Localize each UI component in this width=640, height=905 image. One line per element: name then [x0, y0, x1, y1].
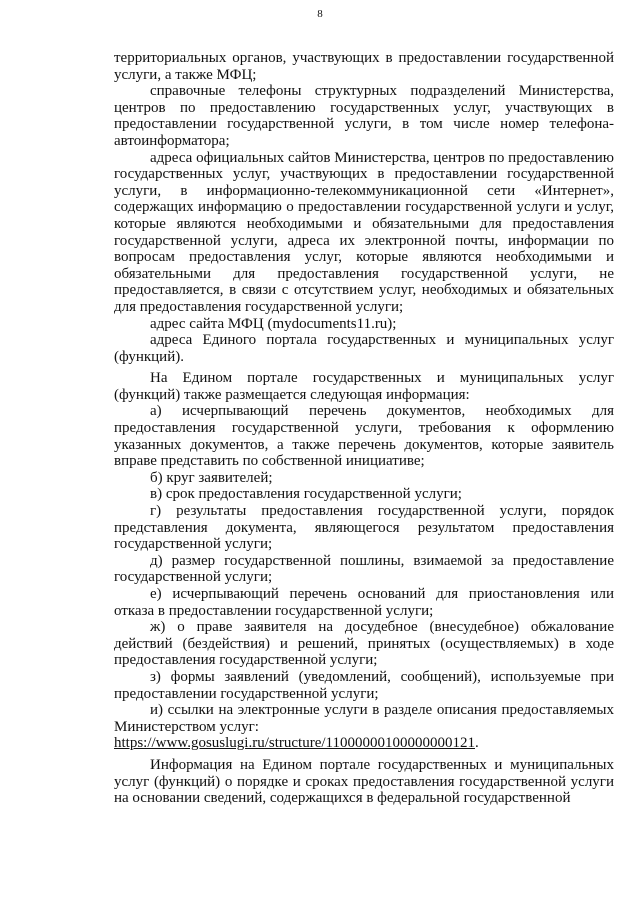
- list-item-e: е) исчерпывающий перечень оснований для приостановления или отказа в предоставлении государственной услуги;: [114, 586, 614, 619]
- paragraph-portal-info-intro: На Едином портале государственных и муниципальных услуг (функций) также размещается следующая информация:: [114, 370, 614, 403]
- page-number: 8: [317, 8, 323, 20]
- list-item-i: и) ссылки на электронные услуги в разделе описания предоставляемых Министерством услуг:: [114, 702, 614, 735]
- list-item-a: а) исчерпывающий перечень документов, необходимых для предоставления государственной услуги, требования к оформлению указанных документов, а также перечень документов, которые заявитель вправе представить по собственной инициативе;: [114, 403, 614, 470]
- list-item-d: д) размер государственной пошлины, взимаемой за предоставление государственной услуги;: [114, 552, 614, 586]
- paragraph-mfc-site: адрес сайта МФЦ (mydocuments11.ru);: [150, 315, 397, 332]
- link-line: [114, 735, 614, 752]
- list-item-z: з) формы заявлений (уведомлений, сообщений), используемые при предоставлении государственной услуги;: [114, 668, 614, 702]
- list-item-v: в) срок предоставления государственной услуги;: [150, 486, 462, 503]
- document-body: [114, 50, 614, 807]
- paragraph-reference-phones: справочные телефоны структурных подразделений Министерства, центров по предоставлению государственных услуг, участвующих в предоставлении государственной услуги, в том числе номер телефона-автоинформатора;: [114, 83, 614, 149]
- link-suffix: .: [474, 735, 479, 752]
- list-item-g: г) результаты предоставления государственной услуги, порядок представления документа, являющегося результатом предоставления государственной услуги;: [114, 503, 614, 553]
- gosuslugi-link[interactable]: https://www.gosuslugi.ru/structure/11000000100000000121: [114, 735, 475, 752]
- paragraph-territorial-organs: территориальных органов, участвующих в предоставлении государственной услуги, а также МФЦ;: [114, 50, 614, 83]
- list-item-zh: ж) о праве заявителя на досудебное (внесудебное) обжалование действий (бездействия) и решений, принятых (осуществляемых) в ходе предоставления государственной услуги;: [114, 619, 614, 669]
- list-item-b: б) круг заявителей;: [150, 469, 273, 486]
- paragraph-unified-portal-addresses: адреса Единого портала государственных и муниципальных услуг (функций).: [114, 332, 614, 365]
- paragraph-portal-information: Информация на Едином портале государственных и муниципальных услуг (функций) о порядке и сроках предоставления государственной услуги на основании сведений, содержащихся в федеральной государственной: [114, 756, 614, 807]
- paragraph-official-sites: адреса официальных сайтов Министерства, центров по предоставлению государственных услуг, участвующих в предоставлении государственной услуги, в информационно-телекоммуникационной сети «Интернет», содержащих информацию о предоставлении государственной услуги и услуг, которые являются необходимыми и обязательными для предоставления государственной услуги, адреса их электронной почты, информации по вопросам предоставления услуг, которые являются необходимыми и обязательными для предоставления государственной услуги, не предоставляется, в связи с отсутствием услуг, необходимых и обязательных для предоставления государственной услуги;: [114, 149, 614, 315]
